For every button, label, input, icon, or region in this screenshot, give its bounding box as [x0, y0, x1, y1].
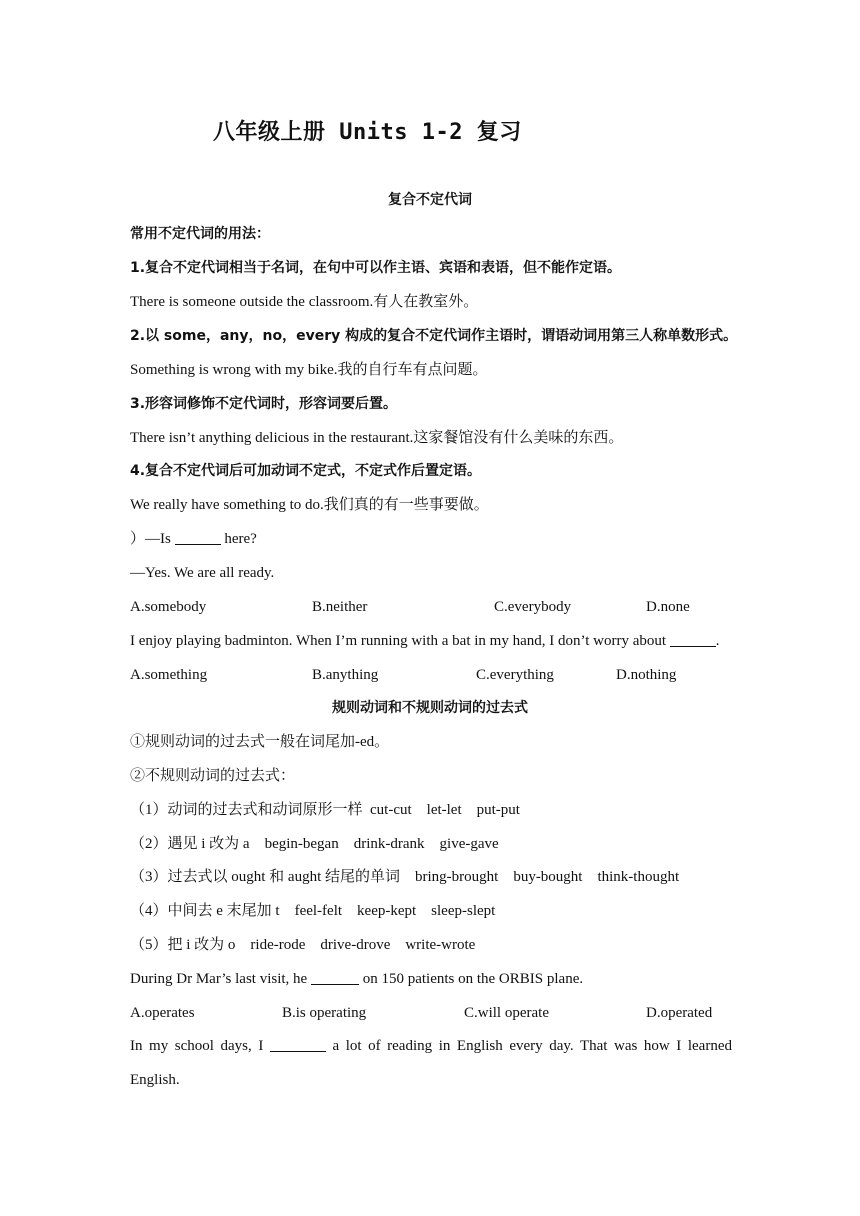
option-c: C.will operate [464, 1005, 549, 1021]
page-title: 八年级上册 Units 1-2 复习 [213, 120, 522, 145]
option-a: A.operates [130, 1005, 195, 1021]
question-2-stem-pre: I enjoy playing badminton. When I’m running with a bat in my hand, I don’t worry about [130, 633, 670, 649]
irregular-item-4: （4）中间去 e 末尾加 t feel-felt keep-kept sleep-slept [130, 903, 496, 919]
question-4-stem-pre: In my school days, I [130, 1038, 270, 1054]
answer-blank [311, 970, 359, 985]
answer-blank [175, 530, 221, 545]
option-b: B.neither [312, 599, 368, 615]
option-c: C.everything [476, 667, 554, 683]
rule-1: 1.复合不定代词相当于名词，在句中可以作主语、宾语和表语，但不能作定语。 [130, 260, 622, 276]
question-3-stem-post: on 150 patients on the ORBIS plane. [358, 971, 584, 987]
question-4-stem-post: a lot of reading in English every day. That was how I learned English. [130, 1038, 732, 1088]
rule-2: 2.以 some，any，no，every 构成的复合不定代词作主语时，谓语动词用第三人称单数形式。 [130, 328, 738, 344]
option-c: C.everybody [494, 599, 572, 615]
example-3: There isn’t anything delicious in the restaurant.这家餐馆没有什么美味的东西。 [130, 430, 624, 446]
option-d: D.none [646, 599, 690, 615]
rule-regular-verbs: ①规则动词的过去式一般在词尾加-ed。 [130, 734, 390, 750]
question-1-stem [130, 529, 257, 549]
option-b: B.is operating [282, 1005, 367, 1021]
question-1-reply: —Yes. We are all ready. [130, 565, 275, 581]
irregular-item-1: （1）动词的过去式和动词原形一样 cut-cut let-let put-put [130, 802, 520, 818]
question-3-stem [130, 969, 583, 989]
option-a: A.something [130, 667, 208, 683]
question-3-stem-pre: During Dr Mar’s last visit, he [130, 971, 311, 987]
question-4-stem [130, 1029, 732, 1097]
option-d: D.operated [646, 1005, 713, 1021]
option-a: A.somebody [130, 599, 207, 615]
question-1-stem-post: here? [220, 531, 257, 547]
answer-blank [270, 1037, 326, 1052]
rule-irregular-verbs: ②不规则动词的过去式： [130, 768, 296, 784]
question-1-stem-pre: ）—Is [130, 531, 175, 547]
irregular-item-2: （2）遇见 i 改为 a begin-began drink-drank give-gave [130, 836, 499, 852]
option-b: B.anything [312, 667, 379, 683]
usage-label: 常用不定代词的用法： [130, 226, 270, 242]
question-2-stem-post: . [715, 633, 720, 649]
example-1: There is someone outside the classroom.有人在教室外。 [130, 294, 479, 310]
rule-3: 3.形容词修饰不定代词时，形容词要后置。 [130, 396, 398, 412]
irregular-item-3: （3）过去式以 ought 和 aught 结尾的单词 bring-brought buy-bought think-thought [130, 869, 680, 885]
example-4: We really have something to do.我们真的有一些事要做。 [130, 497, 489, 513]
answer-blank [670, 632, 716, 647]
option-d: D.nothing [616, 667, 677, 683]
example-2: Something is wrong with my bike.我的自行车有点问题。 [130, 362, 488, 378]
section-heading-indefinite-pronouns: 复合不定代词 [388, 192, 472, 208]
section-heading-past-tense: 规则动词和不规则动词的过去式 [332, 700, 528, 716]
irregular-item-5: （5）把 i 改为 o ride-rode drive-drove write-wrote [130, 937, 476, 953]
question-2-stem [130, 631, 720, 651]
rule-4: 4.复合不定代词后可加动词不定式，不定式作后置定语。 [130, 463, 482, 479]
